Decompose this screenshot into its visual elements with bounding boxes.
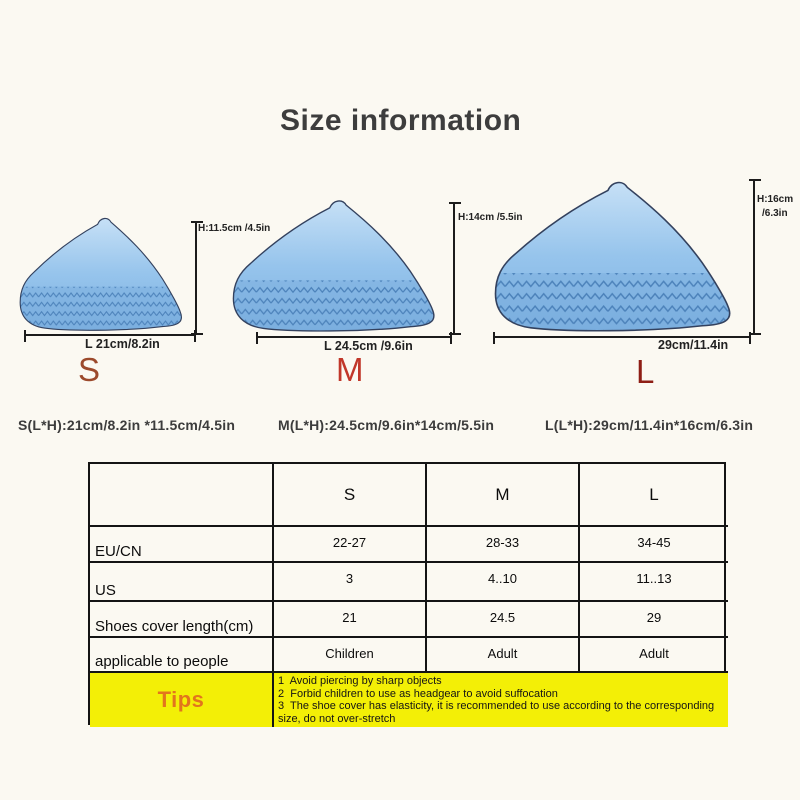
row-label-eu-cn: EU/CN: [90, 527, 274, 563]
length-label-m: L 24.5cm /9.6in: [324, 339, 413, 353]
size-letter-s: S: [78, 351, 101, 388]
table-cell: 28-33: [427, 527, 580, 563]
spec-text-m: M(L*H):24.5cm/9.6in*14cm/5.5in: [278, 417, 495, 433]
length-label-l: 29cm/11.4in: [658, 338, 729, 352]
table-header-s: S: [274, 464, 427, 527]
dimension-line-length-m: [257, 336, 451, 338]
row-label-us: US: [90, 563, 274, 602]
page-title: Size information: [280, 104, 522, 137]
height-label-l-line2: /6.3in: [762, 208, 788, 219]
tips-body: [274, 673, 728, 727]
table-cell: 24.5: [427, 602, 580, 638]
table-cell: 3: [274, 563, 427, 602]
table-cell: 4..10: [427, 563, 580, 602]
tips-label: Tips: [90, 673, 274, 727]
dimension-line-height-s: [195, 222, 197, 334]
row-label-applicable-to-people: applicable to people: [90, 638, 274, 673]
table-cell: 11..13: [580, 563, 728, 602]
shoe-cover-m: [227, 201, 447, 335]
table-cell: Adult: [580, 638, 728, 673]
tips-line-3: 3 The shoe cover has elasticity, it is recommended to use according to the corresponding size, do not over-stretch: [278, 700, 718, 725]
table-cell: 34-45: [580, 527, 728, 563]
tips-line-2: 2 Forbid children to use as headgear to avoid suffocation: [278, 687, 558, 700]
table-header-m: M: [427, 464, 580, 527]
table-header-l: L: [580, 464, 728, 527]
table-cell: 29: [580, 602, 728, 638]
length-label-s: L 21cm/8.2in: [85, 337, 160, 351]
table-cell: 22-27: [274, 527, 427, 563]
height-label-m: H:14cm /5.5in: [458, 212, 523, 223]
spec-text-s: S(L*H):21cm/8.2in *11.5cm/4.5in: [18, 417, 236, 433]
table-corner-cell: [90, 464, 274, 527]
table-cell: 21: [274, 602, 427, 638]
table-cell: Children: [274, 638, 427, 673]
row-label-shoes-cover-length: Shoes cover length(cm): [90, 602, 274, 638]
dimension-line-height-l: [753, 180, 755, 334]
shoe-cover-illustrations: [8, 172, 753, 337]
table-cell: Adult: [427, 638, 580, 673]
size-table: [88, 462, 726, 725]
shoe-cover-s: [15, 218, 192, 333]
dimension-line-height-m: [453, 203, 455, 334]
height-label-l-line1: H:16cm: [757, 194, 794, 205]
shoe-cover-l: [488, 183, 745, 336]
spec-text-l: L(L*H):29cm/11.4in*16cm/6.3in: [545, 417, 754, 433]
tips-line-1: 1 Avoid piercing by sharp objects: [278, 675, 442, 687]
dimension-line-length-s: [25, 334, 195, 336]
size-letter-l: L: [636, 353, 655, 390]
height-label-s: H:11.5cm /4.5in: [198, 223, 271, 234]
size-letter-m: M: [336, 351, 364, 388]
